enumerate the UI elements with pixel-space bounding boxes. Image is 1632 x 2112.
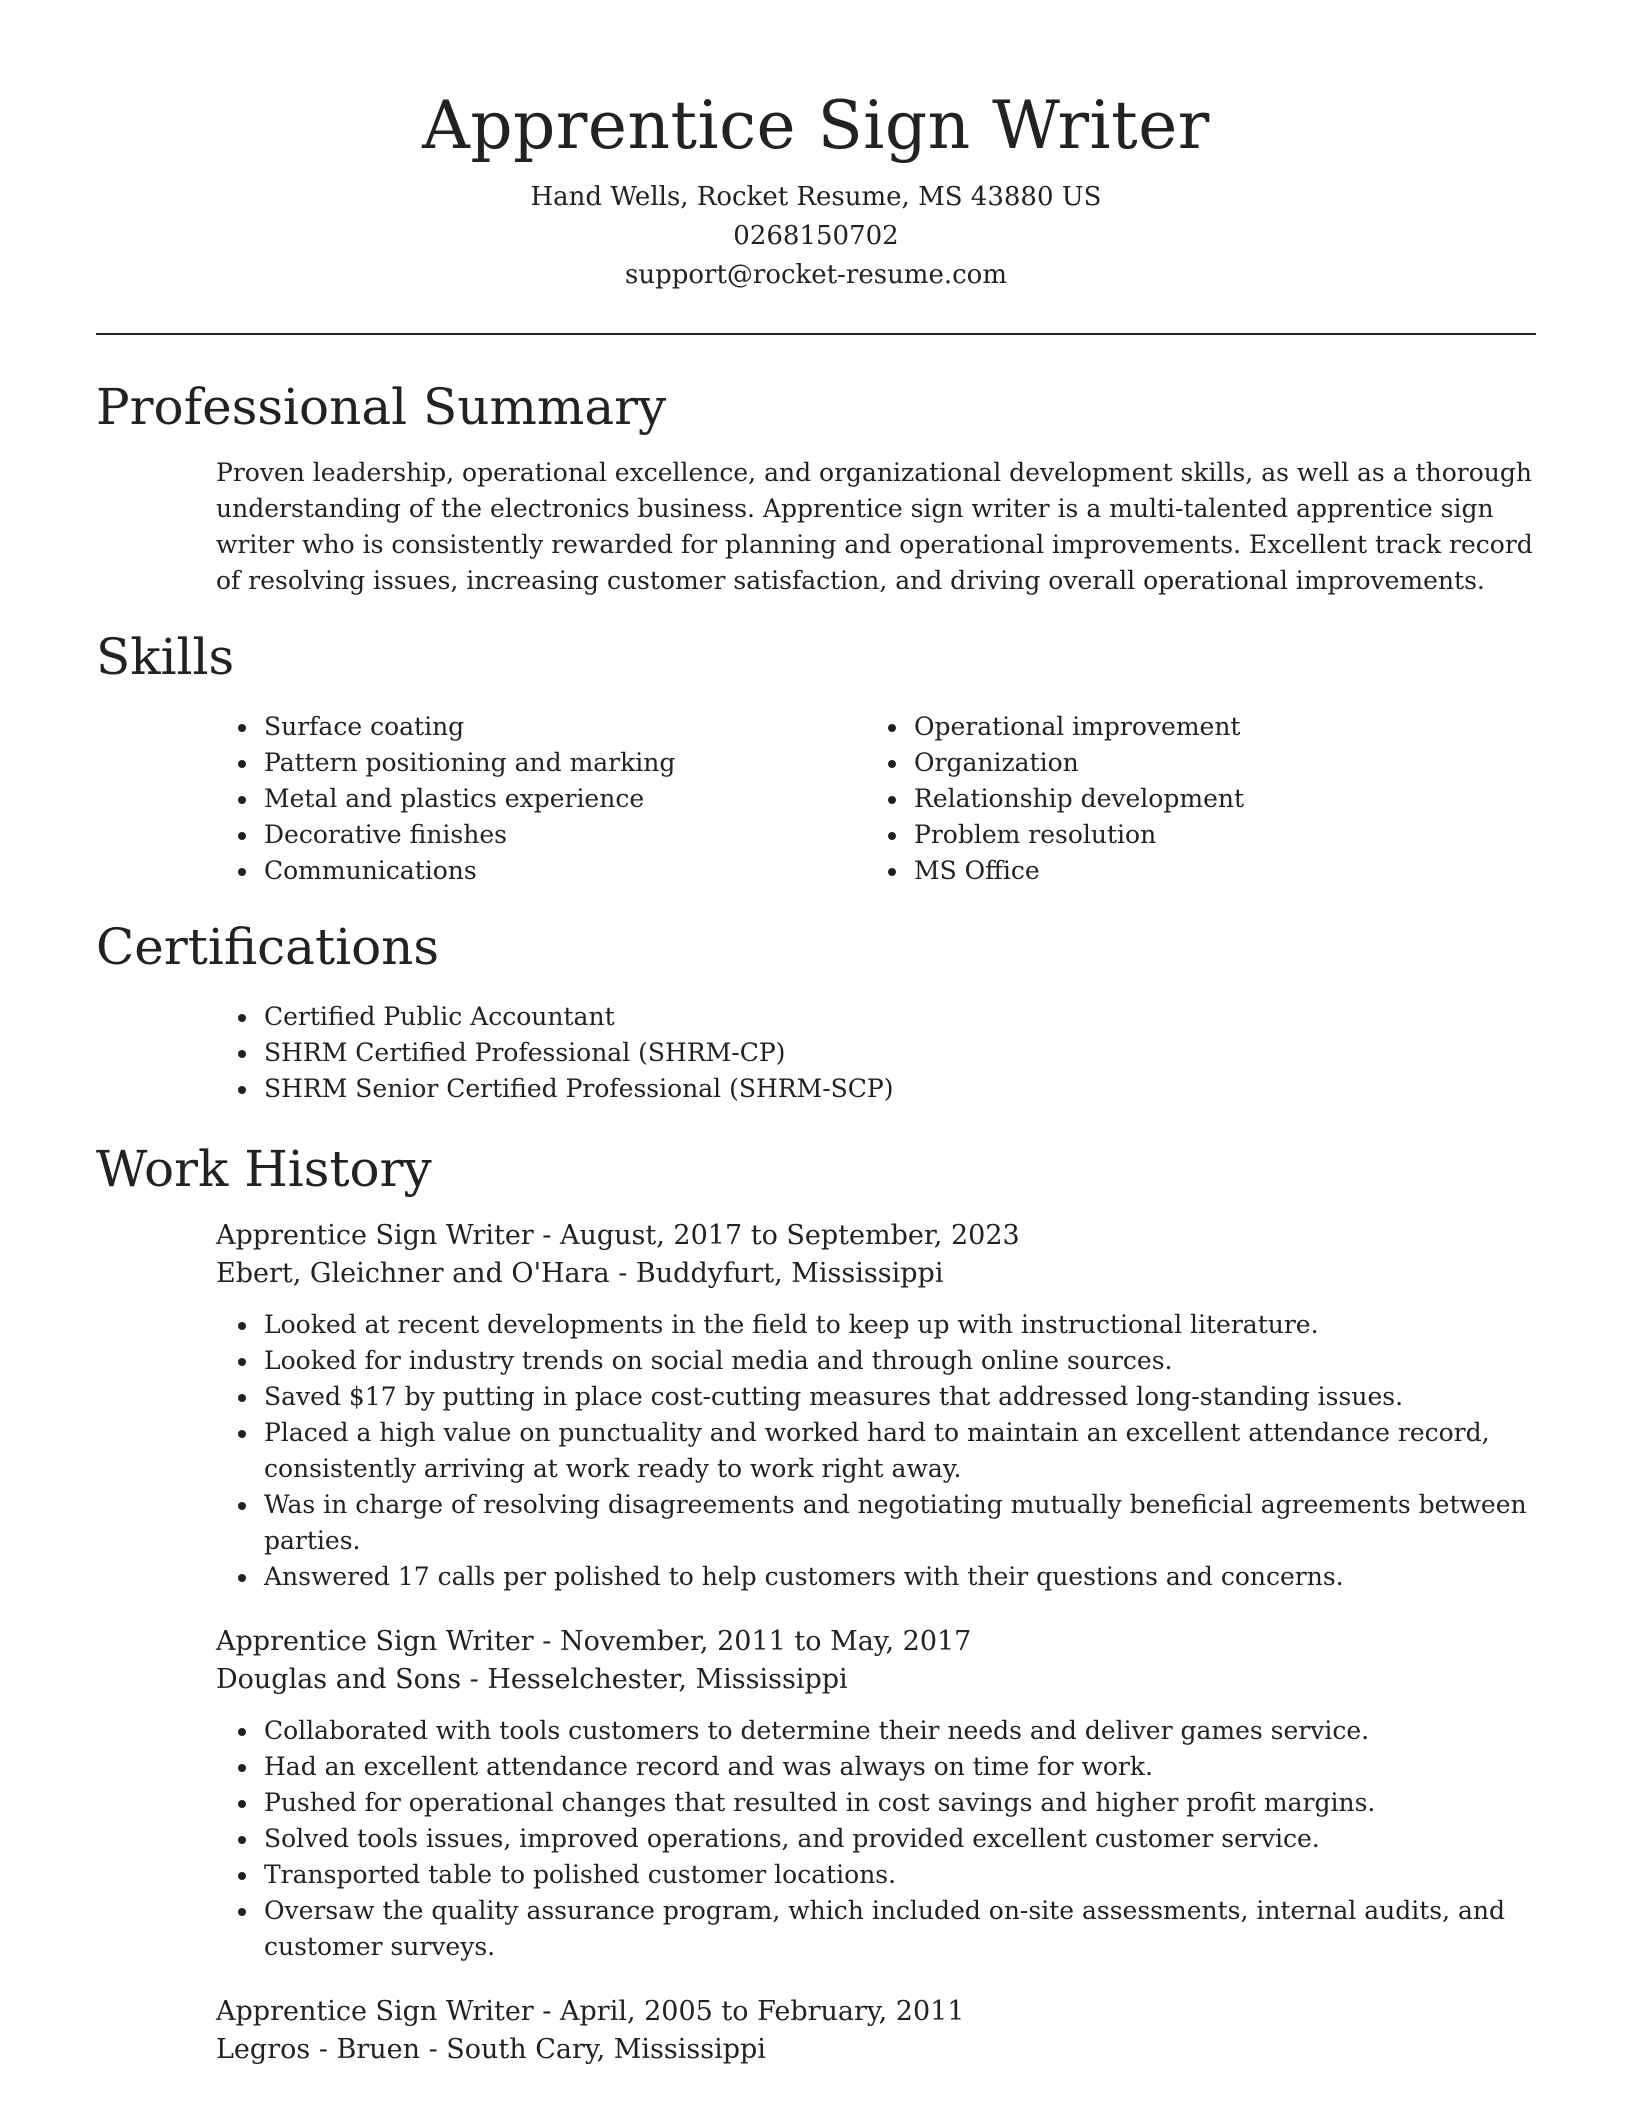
skill-item: • Operational improvement — [910, 709, 1516, 745]
contact-phone: 0268150702 — [733, 221, 899, 251]
job-role-dates: Apprentice Sign Writer - November, 2011 to May, 2017 — [216, 1626, 972, 1657]
work-history-title: Work History — [96, 1140, 432, 1198]
resume-header — [96, 0, 1536, 295]
skill-item: • MS Office — [910, 853, 1516, 889]
job-bullet: • Answered 17 calls per polished to help customers with their questions and concerns. — [260, 1559, 1536, 1595]
header-divider — [96, 333, 1536, 335]
certification-item: • Certified Public Accountant — [260, 999, 1536, 1035]
skill-item: • Organization — [910, 745, 1516, 781]
skill-item: • Metal and plastics experience — [260, 781, 866, 817]
contact-address: Hand Wells, Rocket Resume, MS 43880 US — [530, 182, 1102, 212]
skills-column-left — [216, 709, 866, 889]
job-bullet: • Pushed for operational changes that resulted in cost savings and higher profit margins. — [260, 1785, 1536, 1821]
job-company-location: Ebert, Gleichner and O'Hara - Buddyfurt, Mississippi — [216, 1258, 944, 1289]
certifications-section — [96, 913, 1536, 1107]
job-bullet: • Oversaw the quality assurance program, which included on-site assessments, internal audits, and customer surveys. — [260, 1893, 1536, 1965]
job-bullet: • Saved $17 by putting in place cost-cutting measures that addressed long-standing issues. — [260, 1379, 1536, 1415]
skill-item: • Surface coating — [260, 709, 866, 745]
skill-item: • Decorative finishes — [260, 817, 866, 853]
summary-title: Professional Summary — [96, 378, 667, 436]
skills-title: Skills — [96, 628, 235, 686]
certification-item: • SHRM Certified Professional (SHRM-CP) — [260, 1035, 1536, 1071]
certifications-title: Certifications — [96, 918, 440, 976]
job-role-dates: Apprentice Sign Writer - August, 2017 to September, 2023 — [216, 1220, 1020, 1251]
job-entry — [216, 1993, 1536, 2069]
certification-item: • SHRM Senior Certified Professional (SHRM-SCP) — [260, 1071, 1536, 1107]
job-bullet: • Had an excellent attendance record and was always on time for work. — [260, 1749, 1536, 1785]
candidate-name: Apprentice Sign Writer — [422, 87, 1210, 164]
summary-text: Proven leadership, operational excellence, and organizational development skills, as well as a thorough understanding of the electronics business. Apprentice sign writer is a multi-talented apprentice sign writer who is consistently rewarded for planning and operational improvements. Excellent track record of resolving issues, increasing customer satisfaction, and driving overall operational improvements. — [216, 458, 1533, 595]
contact-email: support@rocket-resume.com — [624, 260, 1007, 290]
skill-item: • Pattern positioning and marking — [260, 745, 866, 781]
job-bullet: • Collaborated with tools customers to determine their needs and deliver games service. — [260, 1713, 1536, 1749]
summary-section — [96, 373, 1536, 599]
job-company-location: Douglas and Sons - Hesselchester, Mississippi — [216, 1664, 848, 1695]
skills-column-right — [866, 709, 1516, 889]
job-bullet: • Solved tools issues, improved operations, and provided excellent customer service. — [260, 1821, 1536, 1857]
job-bullet: • Looked at recent developments in the field to keep up with instructional literature. — [260, 1307, 1536, 1343]
job-bullet: • Looked for industry trends on social media and through online sources. — [260, 1343, 1536, 1379]
work-history-section — [96, 1135, 1536, 2069]
skills-section — [96, 623, 1536, 889]
job-entry — [216, 1217, 1536, 1595]
job-company-location: Legros - Bruen - South Cary, Mississippi — [216, 2034, 766, 2065]
job-bullet: • Was in charge of resolving disagreements and negotiating mutually beneficial agreements between parties. — [260, 1487, 1536, 1559]
job-bullet: • Placed a high value on punctuality and worked hard to maintain an excellent attendance record, consistently arriving at work ready to work right away. — [260, 1415, 1536, 1487]
job-role-dates: Apprentice Sign Writer - April, 2005 to February, 2011 — [216, 1996, 965, 2027]
resume-page — [96, 0, 1536, 2097]
job-bullet: • Transported table to polished customer locations. — [260, 1857, 1536, 1893]
skill-item: • Communications — [260, 853, 866, 889]
job-entry — [216, 1623, 1536, 1965]
skill-item: • Problem resolution — [910, 817, 1516, 853]
contact-info — [96, 178, 1536, 295]
skill-item: • Relationship development — [910, 781, 1516, 817]
